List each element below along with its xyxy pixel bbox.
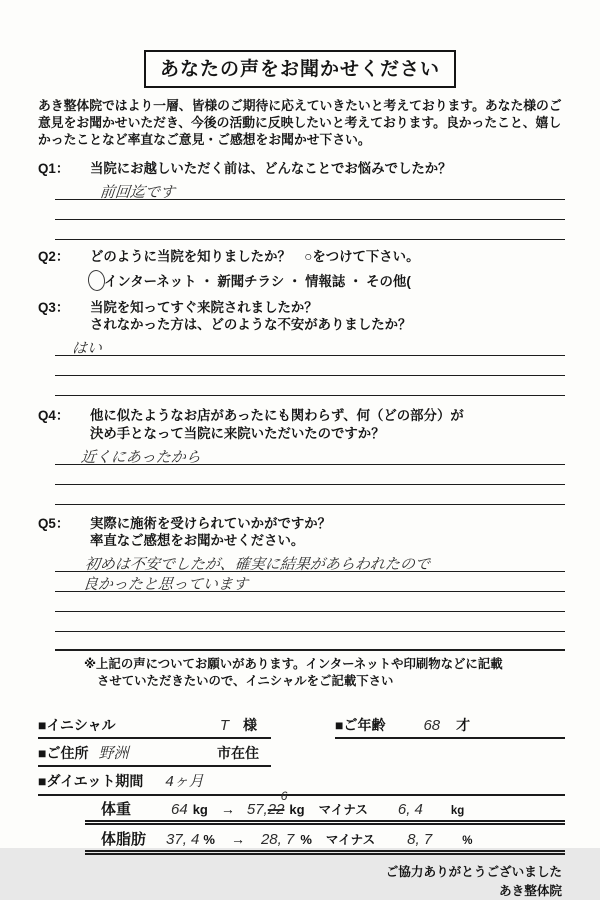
address-label: ■ご住所 [38, 745, 89, 762]
q2-options: インターネット ・ 新聞チラシ ・ 情報誌 ・ その他( [104, 273, 411, 289]
answer-line [55, 220, 565, 240]
bodyfat-after-value: 28, 7 [260, 831, 295, 849]
q1-label: Q1： [38, 161, 70, 177]
form-title: あなたの声をお聞かせください [144, 50, 456, 88]
q4-handwritten-answer: 近くにあったから [80, 448, 202, 466]
q4-text-line2: 決め手となって当院に来院いただいたのですか？ [90, 425, 385, 441]
q2-label: Q2： [38, 249, 70, 265]
answer-line [55, 592, 565, 612]
profile-results-table [38, 715, 565, 855]
q1-text: 当院にお越しいただく前は、どんなことでお悩みでしたか？ [90, 161, 452, 177]
weight-minus-value: 6, 4 [397, 801, 423, 819]
thanks-line1: ご協力ありがとうございました [385, 865, 562, 880]
age-unit: 才 [456, 717, 471, 734]
weight-before-value: 64 [171, 801, 188, 819]
weight-minus-unit: kg [450, 805, 465, 818]
question-q2 [38, 248, 565, 266]
question-q1 [38, 160, 565, 178]
weight-label: 体重 [101, 801, 132, 819]
bodyfat-before-value: 37, 4 [166, 831, 200, 849]
q1-handwritten-answer: 前回迄です [99, 184, 176, 202]
initial-label: ■イニシャル [38, 717, 116, 734]
minus-label: マイナス [325, 833, 376, 848]
q5-handwritten-answer-line1: 初めは不安でしたが、確実に結果があらわれたので [84, 555, 431, 573]
weight-unit: kg [192, 802, 208, 818]
q5-text-line1: 実際に施術を受けられていかがですか？ [90, 515, 332, 531]
diet-period-handwritten-value: 4ヶ月 [165, 773, 204, 791]
age-handwritten-value: 68 [423, 717, 441, 735]
q3-label: Q3： [38, 299, 70, 315]
bodyfat-unit: % [203, 832, 215, 848]
bodyfat-row [85, 828, 565, 855]
answer-line [55, 376, 565, 396]
note-separator-line [55, 632, 565, 651]
q4-text-line1: 他に似たようなお店があったにも関わらず、何（どの部分）が [90, 408, 464, 424]
intro-paragraph: あき整体院ではより一層、皆様のご期待に応えていきたいと考えております。あなた様のご意見をお聞かせいただき、今後の活動に反映したいと考えております。良かったこと、嬉しかったことなど率直なご意見・ご感想をお聞かせ下さい。 [38, 98, 562, 148]
answer-line [55, 572, 565, 592]
q5-text [90, 515, 565, 550]
q1-answer-area [55, 180, 565, 240]
question-q4 [38, 407, 565, 442]
weight-row [85, 789, 565, 825]
weight-unit-2: kg [289, 802, 305, 818]
title-area [0, 0, 600, 88]
arrow-icon: → [230, 831, 245, 848]
q5-answer-area [55, 552, 565, 632]
address-handwritten-value: 野洲 [98, 745, 129, 763]
clinic-name: あき整体院 [499, 883, 562, 898]
address-city-suffix: 市在住 [217, 745, 259, 762]
answer-line [55, 612, 565, 632]
q5-handwritten-answer-line2: 良かったと思っています [82, 575, 249, 593]
q3-text [90, 299, 565, 334]
q5-text-line2: 率直なご感想をお聞かせください。 [90, 533, 305, 549]
age-label: ■ご年齢 [335, 717, 386, 734]
minus-label: マイナス [318, 803, 368, 818]
bodyfat-minus-unit: % [462, 835, 473, 848]
initial-field [38, 715, 271, 739]
note-text [84, 656, 565, 689]
answer-line [55, 180, 565, 200]
answer-line [55, 200, 565, 220]
answer-line [55, 552, 565, 572]
answer-line [55, 465, 565, 485]
answer-line [55, 336, 565, 356]
address-row [38, 742, 565, 767]
weight-after-correction: 6 [280, 789, 288, 804]
initial-age-row [38, 715, 565, 739]
q2-text: どのように当院を知りましたか？ ○をつけて下さい。 [90, 249, 420, 265]
answer-line [55, 445, 565, 465]
weight-after-struck-digits: 22 [267, 801, 285, 819]
note-line2: させていただきたいので、イニシャルをご記載下さい [97, 673, 394, 688]
q3-text-line2: されなかった方は、どのような不安がありましたか？ [90, 317, 412, 333]
weight-after-value [246, 789, 288, 819]
q3-answer-area [55, 336, 565, 396]
bodyfat-minus-value: 8, 7 [407, 831, 433, 849]
q3-handwritten-answer: はい [71, 340, 103, 358]
answer-line [55, 356, 565, 376]
q5-label: Q5： [38, 515, 70, 531]
thanks-block [0, 863, 562, 900]
age-field [335, 715, 565, 739]
bodyfat-label: 体脂肪 [101, 831, 147, 849]
q2-options-row [88, 270, 565, 291]
q4-answer-area [55, 445, 565, 505]
initial-sama-suffix: 様 [243, 717, 257, 734]
question-q5 [38, 515, 565, 550]
weight-after-prefix: 57, [246, 801, 268, 819]
q3-text-line1: 当院を知ってすぐ来院されましたか？ [90, 299, 318, 315]
bodyfat-unit-2: % [300, 832, 312, 848]
diet-period-row [38, 770, 565, 796]
address-field [38, 742, 271, 767]
arrow-icon: → [220, 801, 235, 818]
q4-text [90, 407, 565, 442]
question-q3 [38, 299, 565, 334]
initial-handwritten-value: T [219, 717, 229, 735]
diet-period-label: ■ダイエット期間 [38, 773, 144, 790]
note-line1: ※上記の声についてお願いがあります。インターネットや印刷物などに記載 [84, 656, 503, 671]
answer-line [55, 485, 565, 505]
q4-label: Q4： [38, 408, 70, 424]
